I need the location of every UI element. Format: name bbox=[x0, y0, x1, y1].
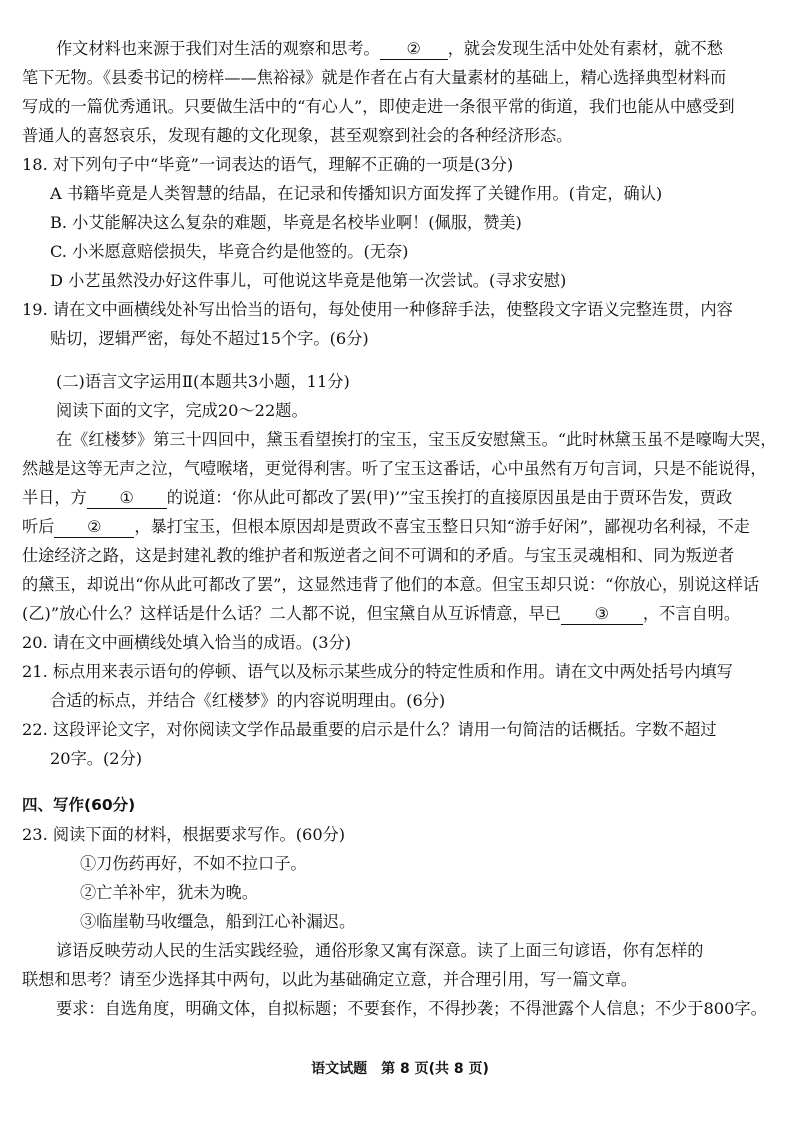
section-2-instruction: 阅读下面的文字，完成20～22题。 bbox=[56, 401, 308, 420]
text: 半日，方 bbox=[22, 488, 87, 507]
passage1-line: 笔下无物。《县委书记的榜样——焦裕禄》就是作者在占有大量素材的基础上，精心选择典型材料而 bbox=[22, 68, 727, 87]
passage2-line: 然越是这等无声之泣，气噎喉堵，更觉得利害。听了宝玉这番话，心中虽然有万句言词，只是不能说得， bbox=[22, 459, 767, 478]
proverb-2: ②亡羊补牢，犹未为晚。 bbox=[80, 883, 259, 902]
text: ，就会发现生活中处处有素材，就不愁 bbox=[447, 39, 723, 58]
question-23-requirement: 要求：自选角度，明确文体，自拟标题；不要套作，不得抄袭；不得泄露个人信息；不少于800字。 bbox=[56, 999, 767, 1018]
section-2-title: (二)语言文字运用Ⅱ(本题共3小题，11分) bbox=[56, 372, 350, 391]
passage2-line bbox=[22, 483, 792, 512]
answer-blank: ③ bbox=[561, 604, 643, 625]
passage1-line: 普通人的喜怒哀乐，发现有趣的文化现象，甚至观察到社会的各种经济形态。 bbox=[22, 126, 573, 145]
text: ，暴打宝玉，但根本原因却是贾政不喜宝玉整日只知“游手好闲”，鄙视功名利禄，不走 bbox=[134, 517, 750, 536]
text: 作文材料也来源于我们对生活的观察和思考。 bbox=[56, 39, 380, 58]
proverb-1: ①刀伤药再好，不如不拉口子。 bbox=[80, 854, 307, 873]
text: ，不言自明。 bbox=[642, 604, 741, 623]
question-18-stem: 18. 对下列句子中“毕竟”一词表达的语气，理解不正确的一项是(3分) bbox=[22, 155, 514, 174]
question-19-line: 19. 请在文中画横线处补写出恰当的语句，每处使用一种修辞手法，使整段文字语义完整连贯，内容 bbox=[22, 300, 733, 319]
answer-blank: ② bbox=[54, 517, 134, 538]
passage2-line bbox=[22, 512, 792, 541]
text: 的说道：‘你从此可都改了罢(甲)’”宝玉挨打的直接原因虽是由于贾环告发，贾政 bbox=[166, 488, 733, 507]
passage2-line bbox=[22, 599, 792, 628]
passage2-line: 的黛玉，却说出“你从此可都改了罢”，这显然违背了他们的本意。但宝玉却只说：“你放心，别说这样话 bbox=[22, 575, 760, 594]
answer-blank: ② bbox=[380, 39, 448, 60]
text: (乙)”放心什么？这样话是什么话？二人都不说，但宝黛自从互诉情意，早已 bbox=[22, 604, 561, 623]
passage1-line bbox=[22, 34, 792, 63]
answer-blank: ① bbox=[87, 488, 167, 509]
question-19-line: 贴切，逻辑严密，每处不超过15个字。(6分) bbox=[50, 329, 369, 348]
passage2-line: 仕途经济之路，这是封建礼教的维护者和叛逆者之间不可调和的矛盾。与宝玉灵魂相和、同为叛逆者 bbox=[22, 546, 735, 565]
question-21-line: 21. 标点用来表示语句的停顿、语气以及标示某些成分的特定性质和作用。请在文中两处括号内填写 bbox=[22, 662, 733, 681]
question-21-line: 合适的标点，并结合《红楼梦》的内容说明理由。(6分) bbox=[50, 691, 446, 710]
question-18-option-c: C. 小米愿意赔偿损失，毕竟合约是他签的。(无奈) bbox=[50, 242, 409, 261]
page-footer: 语文试题 第 8 页(共 8 页) bbox=[311, 1061, 489, 1077]
passage2-line: 在《红楼梦》第三十四回中，黛玉看望挨打的宝玉，宝玉反安慰黛玉。“此时林黛玉虽不是嚎啕大哭， bbox=[56, 430, 777, 449]
question-18-option-d: D 小艺虽然没办好这件事儿，可他说这毕竟是他第一次尝试。(寻求安慰) bbox=[50, 271, 567, 290]
question-23-stem: 23. 阅读下面的材料，根据要求写作。(60分) bbox=[22, 825, 346, 844]
question-23-description: 谚语反映劳动人民的生活实践经验，通俗形象又寓有深意。读了上面三句谚语，你有怎样的 bbox=[56, 941, 704, 960]
question-22-line: 22. 这段评论文字，对你阅读文学作品最重要的启示是什么？请用一句简洁的话概括。字数不超过 bbox=[22, 720, 717, 739]
proverb-3: ③临崖勒马收缰急，船到江心补漏迟。 bbox=[80, 912, 356, 931]
question-18-option-b: B. 小艾能解决这么复杂的难题，毕竟是名校毕业啊！(佩服，赞美) bbox=[50, 213, 522, 232]
exam-page bbox=[22, 34, 792, 1023]
question-23-description: 联想和思考？请至少选择其中两句，以此为基础确定立意，并合理引用，写一篇文章。 bbox=[22, 970, 638, 989]
passage1-line: 写成的一篇优秀通讯。只要做生活中的“有心人”，即使走进一条很平常的街道，我们也能从中感受到 bbox=[22, 97, 735, 116]
question-18-option-a: A 书籍毕竟是人类智慧的结晶，在记录和传播知识方面发挥了关键作用。(肯定，确认) bbox=[50, 184, 663, 203]
section-4-title: 四、写作(60分) bbox=[22, 796, 136, 814]
question-22-line: 20字。(2分) bbox=[50, 749, 143, 768]
question-20: 20. 请在文中画横线处填入恰当的成语。(3分) bbox=[22, 633, 352, 652]
text: 听后 bbox=[22, 517, 55, 536]
